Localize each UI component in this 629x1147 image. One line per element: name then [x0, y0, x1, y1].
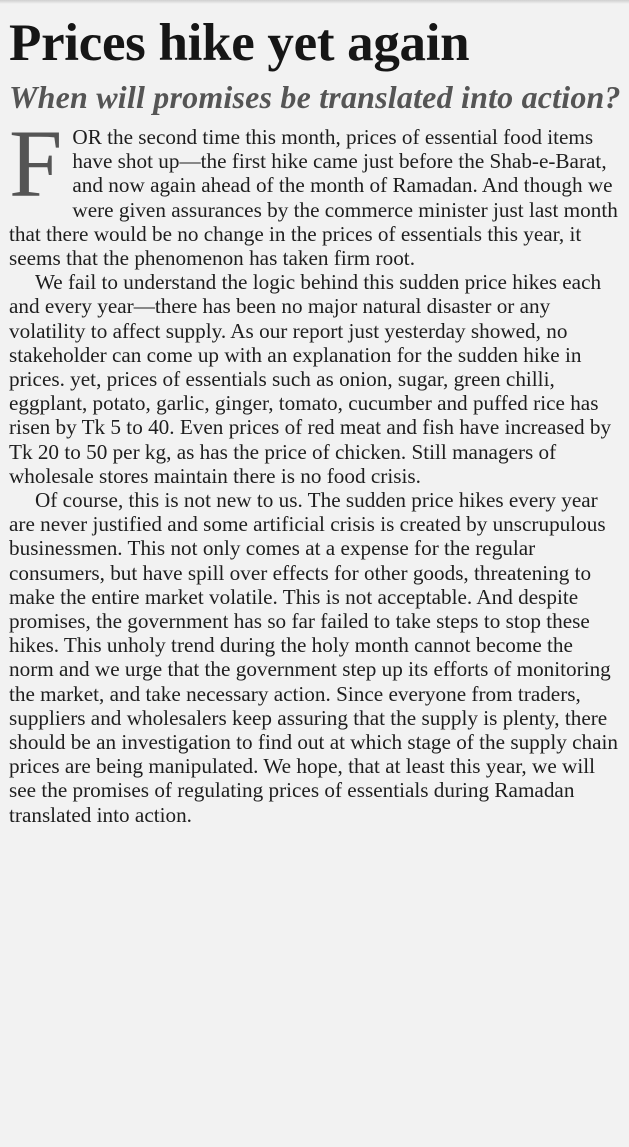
paragraph-2: We fail to understand the logic behind this sudden price hikes each and every year—there has been no major natural disaster or any volatility to affect supply. As our report just yesterday showed, no stakeholder can come up with an explanation for the sudden hike in prices. yet, prices of essentials such as onion, sugar, green chilli, eggplant, potato, garlic, ginger, tomato, cucumber and puffed rice has risen by Tk 5 to 40. Even prices of red meat and fish have increased by Tk 20 to 50 per kg, as has the price of chicken. Still managers of wholesale stores maintain there is no food crisis. [9, 270, 612, 488]
paragraph-1 [9, 110, 621, 271]
drop-cap: F [9, 110, 63, 217]
article-body [9, 110, 621, 827]
top-rule [0, 0, 629, 4]
paragraph-3: Of course, this is not new to us. The sudden price hikes every year are never justified and some artificial crisis is created by unscrupulous businessmen. This not only comes at a expense for the regular consumers, but have spill over effects for other goods, threatening to make the entire market volatile. This is not acceptable. And despite promises, the government has so far failed to take steps to stop these hikes. This unholy trend during the holy month cannot become the norm and we urge that the government step up its efforts of monitoring the market, and take necessary action. Since everyone from traders, suppliers and wholesalers keep assuring that the supply is plenty, there should be an investigation to find out at which stage of the supply chain prices are being manipulated. We hope, that at least this year, we will see the promises of regulating prices of essentials during Ramadan translated into action. [9, 488, 619, 827]
paragraph-1-text: OR the second time this month, prices of essential food items have shot up—the first hike came just before the Shab-e-Barat, and now again ahead of the month of Ramadan. And though we were given assurances by the commerce minister just last month that there would be no change in the prices of essentials this year, it seems that the phenomenon has taken firm root. [9, 125, 618, 271]
headline: Prices hike yet again [9, 14, 470, 72]
subheadline: When will promises be translated into action? [9, 79, 621, 115]
